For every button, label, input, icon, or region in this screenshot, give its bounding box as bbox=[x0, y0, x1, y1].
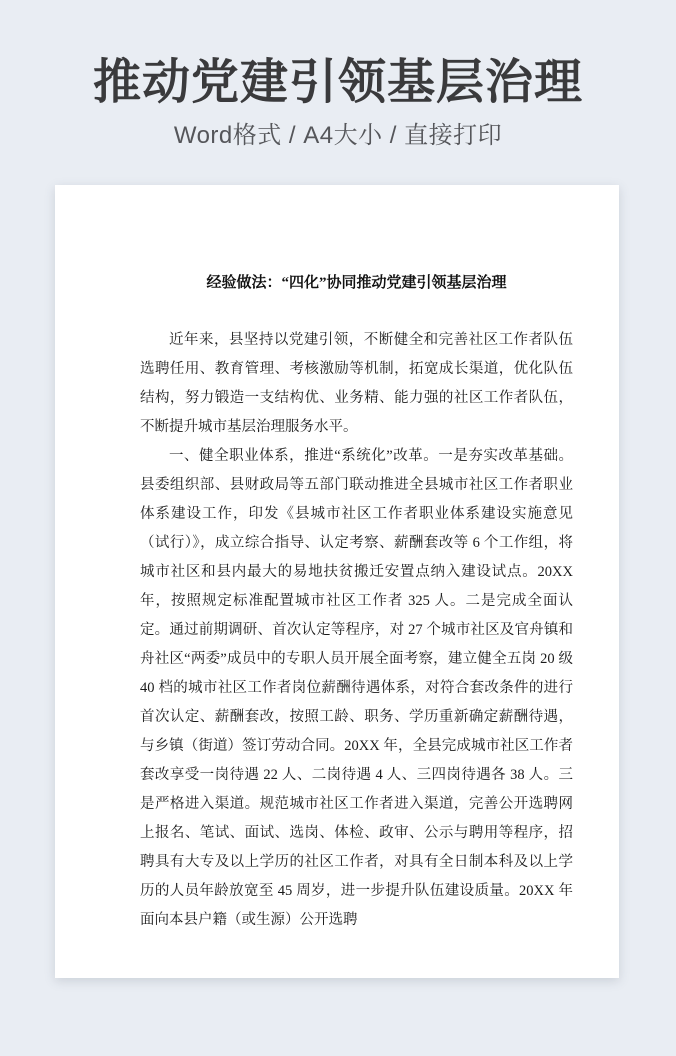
document-paragraph: 一、健全职业体系，推进“系统化”改革。一是夯实改革基础。县委组织部、县财政局等五部门联动推进全县城市社区工作者职业体系建设工作，印发《县城市社区工作者职业体系建设实施意见（试行）》，成立综合指导、认定考察、薪酬套改等 6 个工作组，将城市社区和县内最大的易地扶贫搬迁安置点纳入建设试点。20XX 年，按照规定标准配置城市社区工作者 325 人。二是完成全面认定。通过前期调研、首次认定等程序，对 27 个城市社区及官舟镇和舟社区“两委”成员中的专职人员开展全面考察，建立健全五岗 20 级 40 档的城市社区工作者岗位薪酬待遇体系，对符合套改条件的进行首次认定、薪酬套改，按照工龄、职务、学历重新确定薪酬待遇，与乡镇（街道）签订劳动合同。20XX 年，全县完成城市社区工作者套改享受一岗待遇 22 人、二岗待遇 4 人、三四岗待遇各 38 人。三是严格进入渠道。规范城市社区工作者进入渠道，完善公开选聘网上报名、笔试、面试、选岗、体检、政审、公示与聘用等程序，招聘具有大专及以上学历的社区工作者，对具有全日制本科及以上学历的人员年龄放宽至 45 周岁，进一步提升队伍建设质量。20XX 年面向本县户籍（或生源）公开选聘 bbox=[140, 448, 573, 928]
banner bbox=[0, 0, 676, 151]
document-body bbox=[55, 185, 619, 935]
document-title: 经验做法：“四化”协同推动党建引领基层治理 bbox=[206, 275, 507, 291]
page-title: 推动党建引领基层治理 bbox=[92, 56, 583, 109]
format-info: Word格式 / A4大小 / 直接打印 bbox=[173, 122, 503, 149]
document-paragraph: 近年来，县坚持以党建引领，不断健全和完善社区工作者队伍选聘任用、教育管理、考核激励等机制，拓宽成长渠道，优化队伍结构，努力锻造一支结构优、业务精、能力强的社区工作者队伍，不断提升城市基层治理服务水平。 bbox=[140, 332, 573, 435]
document-page bbox=[55, 185, 619, 978]
